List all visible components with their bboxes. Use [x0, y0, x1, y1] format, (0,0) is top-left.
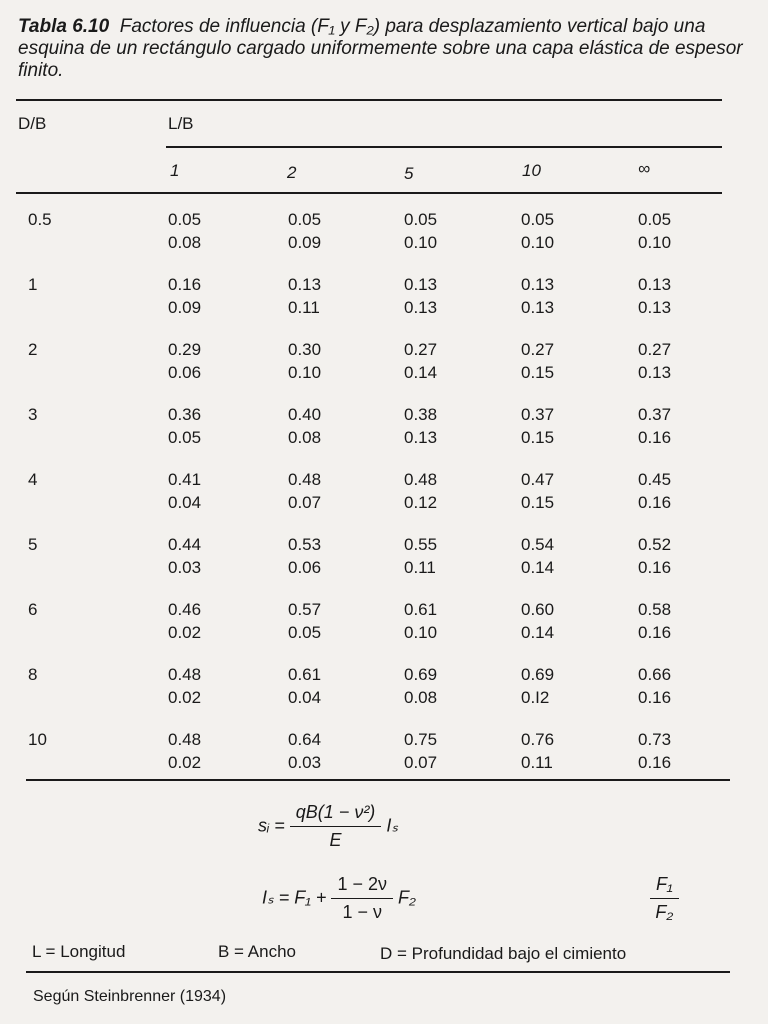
- settlement-formula: [258, 802, 398, 851]
- row-label: 8: [28, 665, 38, 684]
- f2-value: 0.07: [404, 753, 438, 772]
- f2-value: 0.08: [168, 233, 202, 252]
- header-subrule: [166, 146, 722, 148]
- f2-value: 0.14: [404, 363, 438, 382]
- f1-value: 0.64: [288, 730, 322, 749]
- f2-value: 0.10: [404, 233, 438, 252]
- f2-value: 0.08: [288, 428, 322, 447]
- row-label: 5: [28, 535, 38, 554]
- table-cell: [288, 208, 321, 254]
- f2-value: 0.16: [638, 688, 672, 707]
- table-cell: [404, 338, 437, 384]
- f1-value: 0.60: [521, 600, 555, 619]
- table-cell: [288, 728, 321, 774]
- influence-denominator: 1 − ν: [342, 902, 382, 922]
- table-cell: [288, 468, 321, 514]
- table-cell: [288, 273, 321, 319]
- f1-value: 0.46: [168, 600, 202, 619]
- f1-value: 0.05: [638, 210, 672, 229]
- f2-value: 0.10: [404, 623, 438, 642]
- influence-fraction: [331, 874, 393, 923]
- table-cell: [404, 208, 437, 254]
- col-header: 2: [287, 163, 297, 182]
- table-cell: [288, 533, 321, 579]
- table-cell: [638, 208, 671, 254]
- f1-value: 0.76: [521, 730, 555, 749]
- cell-key-fraction: [650, 874, 679, 923]
- table-cell: [168, 533, 201, 579]
- table-cell: [404, 598, 437, 644]
- f1-value: 0.27: [638, 340, 672, 359]
- table-cell: [638, 273, 671, 319]
- cell-key-bottom: F₂: [655, 902, 674, 922]
- influence-formula: [262, 874, 416, 923]
- legend-depth: D = Profundidad bajo el cimiento: [380, 944, 627, 963]
- f1-value: 0.44: [168, 535, 202, 554]
- f1-value: 0.66: [638, 665, 672, 684]
- table-cell: [168, 208, 201, 254]
- table-cell: [521, 403, 554, 449]
- row-label: 3: [28, 405, 38, 424]
- f1-value: 0.13: [404, 275, 438, 294]
- f2-value: 0.14: [521, 623, 555, 642]
- table-cell: [168, 663, 201, 709]
- f1-value: 0.48: [168, 730, 202, 749]
- f2-value: 0.13: [404, 298, 438, 317]
- f2-value: 0.07: [288, 493, 322, 512]
- table-cell: [638, 663, 671, 709]
- f2-value: 0.15: [521, 363, 555, 382]
- table-cell: [404, 533, 437, 579]
- row-header: D/B: [18, 114, 47, 133]
- table-cell: [168, 403, 201, 449]
- table-cell: [168, 273, 201, 319]
- table-caption: [18, 16, 758, 82]
- table-cell: [521, 728, 554, 774]
- source-note: Según Steinbrenner (1934): [33, 988, 227, 1005]
- f1-value: 0.13: [521, 275, 555, 294]
- table-cell: [168, 728, 201, 774]
- f1-value: 0.52: [638, 535, 672, 554]
- influence-numerator: 1 − 2ν: [331, 874, 393, 899]
- influence-f2: F₂: [398, 887, 416, 908]
- settlement-denominator: E: [329, 830, 342, 850]
- table-cell: [521, 598, 554, 644]
- f1-value: 0.61: [288, 665, 322, 684]
- f1-value: 0.61: [404, 600, 438, 619]
- f2-value: 0.09: [168, 298, 202, 317]
- table-cell: [404, 403, 437, 449]
- f1-value: 0.69: [404, 665, 438, 684]
- table-cell: [638, 728, 671, 774]
- f1-value: 0.55: [404, 535, 438, 554]
- table-cell: [521, 663, 554, 709]
- table-cell: [288, 598, 321, 644]
- table-cell: [638, 598, 671, 644]
- f1-value: 0.13: [288, 275, 322, 294]
- table-cell: [404, 663, 437, 709]
- f1-value: 0.05: [521, 210, 555, 229]
- f2-value: 0.14: [521, 558, 555, 577]
- f2-value: 0.02: [168, 688, 202, 707]
- f1-value: 0.75: [404, 730, 438, 749]
- f2-value: 0.02: [168, 623, 202, 642]
- f2-value: 0.15: [521, 493, 555, 512]
- f1-value: 0.29: [168, 340, 202, 359]
- table-cell: [404, 273, 437, 319]
- table-cell: [638, 533, 671, 579]
- table-cell: [521, 273, 554, 319]
- f2-value: 0.08: [404, 688, 438, 707]
- f2-value: 0.06: [168, 363, 202, 382]
- cell-key: [650, 874, 679, 923]
- f2-value: 0.05: [288, 623, 322, 642]
- f1-value: 0.58: [638, 600, 672, 619]
- f1-value: 0.05: [168, 210, 202, 229]
- f1-value: 0.47: [521, 470, 555, 489]
- f2-value: 0.16: [638, 493, 672, 512]
- f2-value: 0.11: [288, 298, 320, 317]
- f2-value: 0.06: [288, 558, 322, 577]
- f2-value: 0.04: [288, 688, 322, 707]
- f1-value: 0.41: [168, 470, 202, 489]
- settlement-factor: Iₛ: [386, 815, 399, 836]
- f2-value: 0.11: [404, 558, 436, 577]
- row-label: 4: [28, 470, 38, 489]
- f2-value: 0.13: [638, 298, 672, 317]
- f2-value: 0.13: [638, 363, 672, 382]
- f2-value: 0.16: [638, 428, 672, 447]
- table-cell: [288, 403, 321, 449]
- table-cell: [638, 468, 671, 514]
- table-cell: [404, 728, 437, 774]
- legend-rule: [26, 971, 730, 973]
- table-cell: [288, 338, 321, 384]
- f2-value: 0.10: [638, 233, 672, 252]
- legend-length: L = Longitud: [32, 942, 126, 961]
- f1-value: 0.53: [288, 535, 322, 554]
- f1-value: 0.48: [168, 665, 202, 684]
- top-rule: [16, 99, 722, 101]
- f2-value: 0.12: [404, 493, 438, 512]
- f2-value: 0.13: [521, 298, 555, 317]
- col-group-header: L/B: [168, 114, 194, 133]
- row-label: 10: [28, 730, 47, 749]
- row-label: 6: [28, 600, 38, 619]
- table-bottom-rule: [26, 779, 730, 781]
- f1-value: 0.16: [168, 275, 202, 294]
- f2-value: 0.10: [521, 233, 555, 252]
- caption-text: Factores de influencia (F₁ y F₂) para desplazamiento vertical bajo una esquina de un rectángulo cargado uniformemente sobre una capa elástica de espesor finito.: [18, 16, 743, 81]
- row-label: 1: [28, 275, 38, 294]
- table-cell: [404, 468, 437, 514]
- table-cell: [168, 338, 201, 384]
- f2-value: 0.13: [404, 428, 438, 447]
- f2-value: 0.16: [638, 623, 672, 642]
- f1-value: 0.69: [521, 665, 555, 684]
- table-cell: [168, 468, 201, 514]
- col-header: 10: [522, 161, 541, 180]
- table-cell: [521, 208, 554, 254]
- f1-value: 0.30: [288, 340, 322, 359]
- f1-value: 0.37: [521, 405, 555, 424]
- f1-value: 0.73: [638, 730, 672, 749]
- table-cell: [521, 338, 554, 384]
- table-cell: [288, 663, 321, 709]
- f2-value: 0.16: [638, 558, 672, 577]
- f2-value: 0.I2: [521, 688, 550, 707]
- table-cell: [638, 338, 671, 384]
- f2-value: 0.09: [288, 233, 322, 252]
- f1-value: 0.37: [638, 405, 672, 424]
- f2-value: 0.15: [521, 428, 555, 447]
- col-header: 5: [404, 164, 414, 183]
- f1-value: 0.54: [521, 535, 555, 554]
- f1-value: 0.27: [521, 340, 555, 359]
- table-cell: [521, 533, 554, 579]
- f2-value: 0.03: [288, 753, 322, 772]
- f1-value: 0.48: [404, 470, 438, 489]
- header-bottom-rule: [16, 192, 722, 194]
- col-header: 1: [170, 161, 180, 180]
- f1-value: 0.05: [404, 210, 438, 229]
- f2-value: 0.03: [168, 558, 202, 577]
- row-label: 2: [28, 340, 38, 359]
- f1-value: 0.40: [288, 405, 322, 424]
- table-cell: [168, 598, 201, 644]
- f1-value: 0.45: [638, 470, 672, 489]
- f2-value: 0.11: [521, 753, 553, 772]
- f1-value: 0.48: [288, 470, 322, 489]
- settlement-numerator: qB(1 − ν²): [290, 802, 382, 827]
- row-label: 0.5: [28, 210, 52, 229]
- f2-value: 0.10: [288, 363, 322, 382]
- legend-width: B = Ancho: [218, 942, 296, 961]
- table-cell: [638, 403, 671, 449]
- cell-key-top: F₁: [650, 874, 679, 899]
- f1-value: 0.05: [288, 210, 322, 229]
- f2-value: 0.02: [168, 753, 202, 772]
- f2-value: 0.16: [638, 753, 672, 772]
- f1-value: 0.36: [168, 405, 202, 424]
- f1-value: 0.27: [404, 340, 438, 359]
- f1-value: 0.38: [404, 405, 438, 424]
- f1-value: 0.13: [638, 275, 672, 294]
- f1-value: 0.57: [288, 600, 322, 619]
- col-header: ∞: [638, 159, 651, 178]
- f2-value: 0.04: [168, 493, 202, 512]
- table-number: Tabla 6.10: [18, 16, 110, 37]
- settlement-fraction: [290, 802, 382, 851]
- f2-value: 0.05: [168, 428, 202, 447]
- influence-lhs: Iₛ = F₁ +: [262, 887, 327, 908]
- settlement-lhs: sᵢ =: [258, 815, 285, 836]
- table-cell: [521, 468, 554, 514]
